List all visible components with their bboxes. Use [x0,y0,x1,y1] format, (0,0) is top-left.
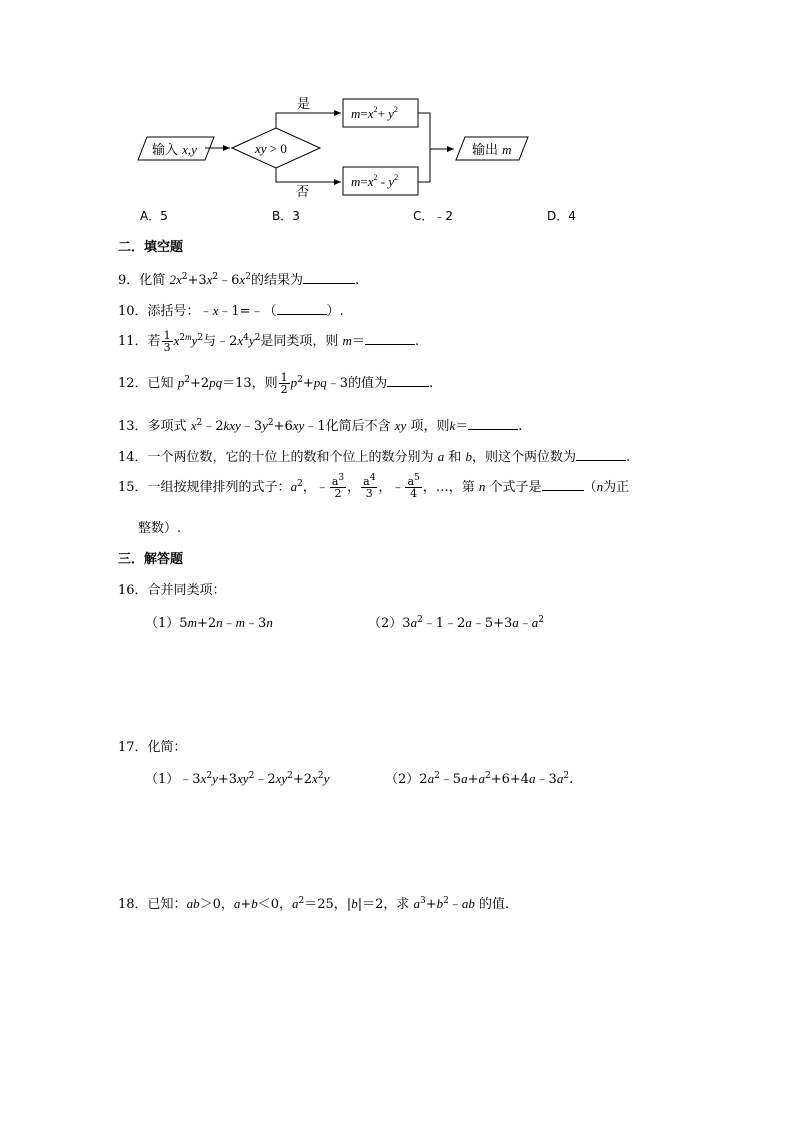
question-13: 13．多项式 $x^2﹣2kxy﹣3y^2+6xy﹣1$化简后不含 xy 项，则k＝ . [118,418,523,434]
no-label: 否 [296,184,310,199]
condition-label: xy > 0 [255,141,287,156]
choice-d: D．4 [547,209,576,223]
output-label: 输出 m [472,142,512,158]
yes-label: 是 [297,96,311,111]
input-label: 输入 x,y [152,142,197,158]
yes-branch-label: $m=x^2+ y^2$ [351,105,398,121]
choice-a: A．5 [140,209,168,223]
section-fill-heading: 二．填空题 [118,240,184,255]
section-solve-heading: 三．解答题 [118,552,184,567]
question-17: 17．化简： [118,740,187,755]
flowchart [0,0,794,215]
choice-c: C．﹣2 [413,209,454,223]
question-14: 14．一个两位数，它的十位上的数和个位上的数分别为 a 和 b，则这个两位数为 . [118,449,631,465]
question-15: 15．一组按规律排列的式子：$a^2$，﹣ $\frac{a^3}{2}$ ， $\frac{a^4}{3}$ ，﹣ $\frac{a^5}{4}$ ，…，第 n 个式子是 （n为正 [118,473,630,500]
question-9: 9．化简 $2x^2+3x^2﹣6x^2$的结果为 . [118,272,360,288]
question-12: 12．已知 $p^2+2pq=13$，则 $\frac{1}{2}$ $p^2+pq﹣3$的值为 . [118,371,434,396]
question-18: 18．已知：ab＞0，a+b＜0，$a^2=25$，|b|＝2，求 $a^3+b^2﹣ab$ 的值. [118,896,510,912]
question-17-part2: $(2)2a^2﹣5a+a^2+6+4a﹣3a^2$. [385,771,574,787]
question-15-line2: 整数）. [138,521,182,536]
question-17-part1: $(1)﹣3x^2y+3xy^2﹣2xy^2+2x^2y$ [145,771,330,787]
question-16-part1: （1）5m+2n﹣m﹣3n [145,615,273,631]
question-16: 16．合并同类项： [118,583,226,598]
question-11: 11．若 $\frac{1}{3}$ $x^{2m}y^2$与$﹣2x^4y^2$是同类项，则 m＝ . [118,329,420,354]
choice-b: B．3 [272,209,300,223]
no-branch-label: $m=x^2 - y^2$ [351,173,399,189]
question-10: 10．添括号：﹣x﹣1=﹣（ ）. [118,303,344,319]
question-16-part2: $(2)3a^2﹣1﹣2a﹣5+3a﹣a^2$ [368,615,545,631]
